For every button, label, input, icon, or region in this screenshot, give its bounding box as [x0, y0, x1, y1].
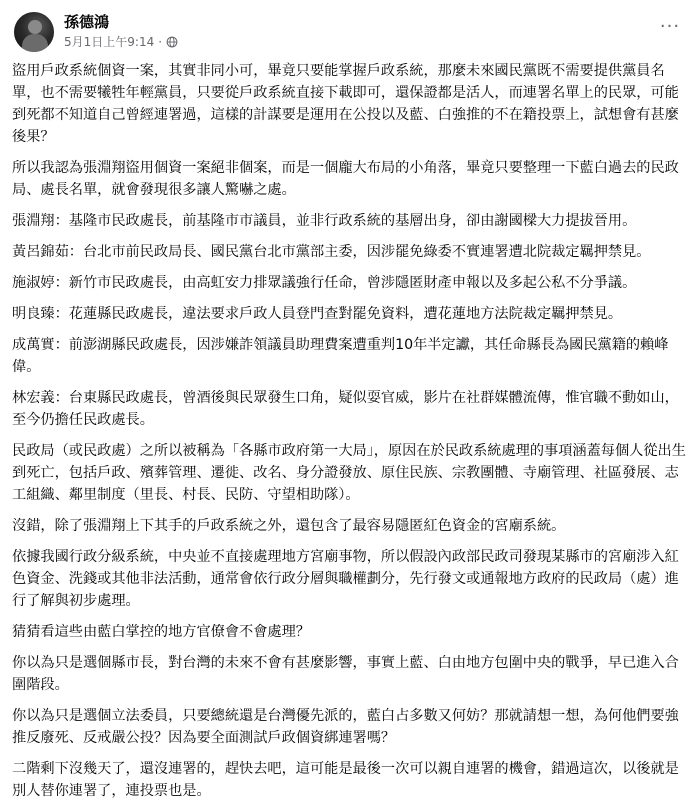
post-paragraph: 林宏義：台東縣民政處長，曾酒後與民眾發生口角，疑似耍官威，影片在社群媒體流傳，惟官職不動如山，至今仍擔任民政處長。 [12, 390, 679, 428]
post-paragraph: 你以為只是選個立法委員，只要總統還是台灣優先派的，藍白占多數又何妨？那就請想一想，為何他們要強推反廢死、反戒嚴公投？因為要全面測試戶政個資綁連署嗎？ [12, 708, 679, 746]
post-paragraph: 盜用戶政系統個資一案，其實非同小可，畢竟只要能掌握戶政系統，那麼未來國民黨既不需要提供黨員名單，也不需要犧牲年輕黨員，只要從戶政系統直接下載即可，還保證都是活人，而連署名單上的民眾，可能到死都不知道自己曾經連署過，這樣的計謀要是運用在公投以及藍、白強推的不在籍投票上，試想會有甚麼後果？ [12, 63, 679, 145]
post-paragraph: 施淑婷：新竹市民政處長，由高虹安力排眾議強行任命，曾涉隱匿財產申報以及多起公私不分爭議。 [12, 275, 637, 291]
avatar-body-shape [22, 34, 48, 52]
post-paragraph: 民政局（或民政處）之所以被稱為「各縣市政府第一大局」，原因在於民政系統處理的事項涵蓋每個人從出生到死亡，包括戶政、殯葬管理、遷徙、改名、身分證發放、原住民族、宗教團體、寺廟管理、社區發展、志工組織、鄰里制度（里長、村長、民防、守望相助隊）。 [12, 443, 686, 503]
more-options-icon[interactable]: ··· [659, 15, 681, 37]
post-meta [64, 34, 178, 50]
post-paragraph: 張淵翔：基隆市民政處長，前基隆市市議員，並非行政系統的基層出身，卻由謝國樑大力提拔晉用。 [12, 213, 637, 229]
author-name[interactable]: 孫德鴻 [64, 13, 110, 31]
post-paragraph: 依據我國行政分級系統，中央並不直接處理地方宮廟事物，所以假設內政部民政司發現某縣市的宮廟涉入紅色資金、洗錢或其他非法活動，通常會依行政分層與職權劃分，先行發文或通報地方政府的民政局（處）進行了解與初步處理。 [12, 549, 679, 609]
post-paragraph: 你以為只是選個縣市長，對台灣的未來不會有甚麼影響，事實上藍、白由地方包圍中央的戰爭，早已進入合圍階段。 [12, 655, 679, 693]
post-paragraph: 沒錯，除了張淵翔上下其手的戶政系統之外，還包含了最容易隱匿紅色資金的宮廟系統。 [12, 518, 566, 534]
meta-separator: · [158, 35, 163, 49]
post-body [12, 60, 688, 811]
globe-icon[interactable] [166, 36, 178, 48]
post-paragraph: 猜猜看這些由藍白掌控的地方官僚會不會處理？ [12, 624, 310, 640]
avatar-head-shape [28, 20, 42, 34]
post-paragraph: 黃呂錦茹：台北市前民政局長、國民黨台北市黨部主委，因涉罷免綠委不實連署遭北院裁定羈押禁見。 [12, 244, 651, 260]
post-timestamp[interactable]: 5月1日上午9:14 [64, 35, 155, 49]
post-header [12, 10, 688, 54]
post-paragraph: 二階剩下沒幾天了，還沒連署的，趕快去吧，這可能是最後一次可以親自連署的機會，錯過這次，以後就是別人替你連署了，連投票也是。 [12, 761, 679, 799]
post-paragraph: 明良臻：花蓮縣民政處長，違法要求戶政人員登門查對罷免資料，遭花蓮地方法院裁定羈押禁見。 [12, 306, 623, 322]
author-avatar[interactable] [14, 12, 54, 52]
post-paragraph: 成萬實：前澎湖縣民政處長，因涉嫌詐領議員助理費案遭重判10年半定讞，其任命縣長為國民黨籍的賴峰偉。 [12, 337, 669, 375]
post-paragraph: 所以我認為張淵翔盜用個資一案絕非個案，而是一個龐大布局的小角落，畢竟只要整理一下藍白過去的民政局、處長名單，就會發現很多讓人驚嚇之處。 [12, 160, 679, 198]
